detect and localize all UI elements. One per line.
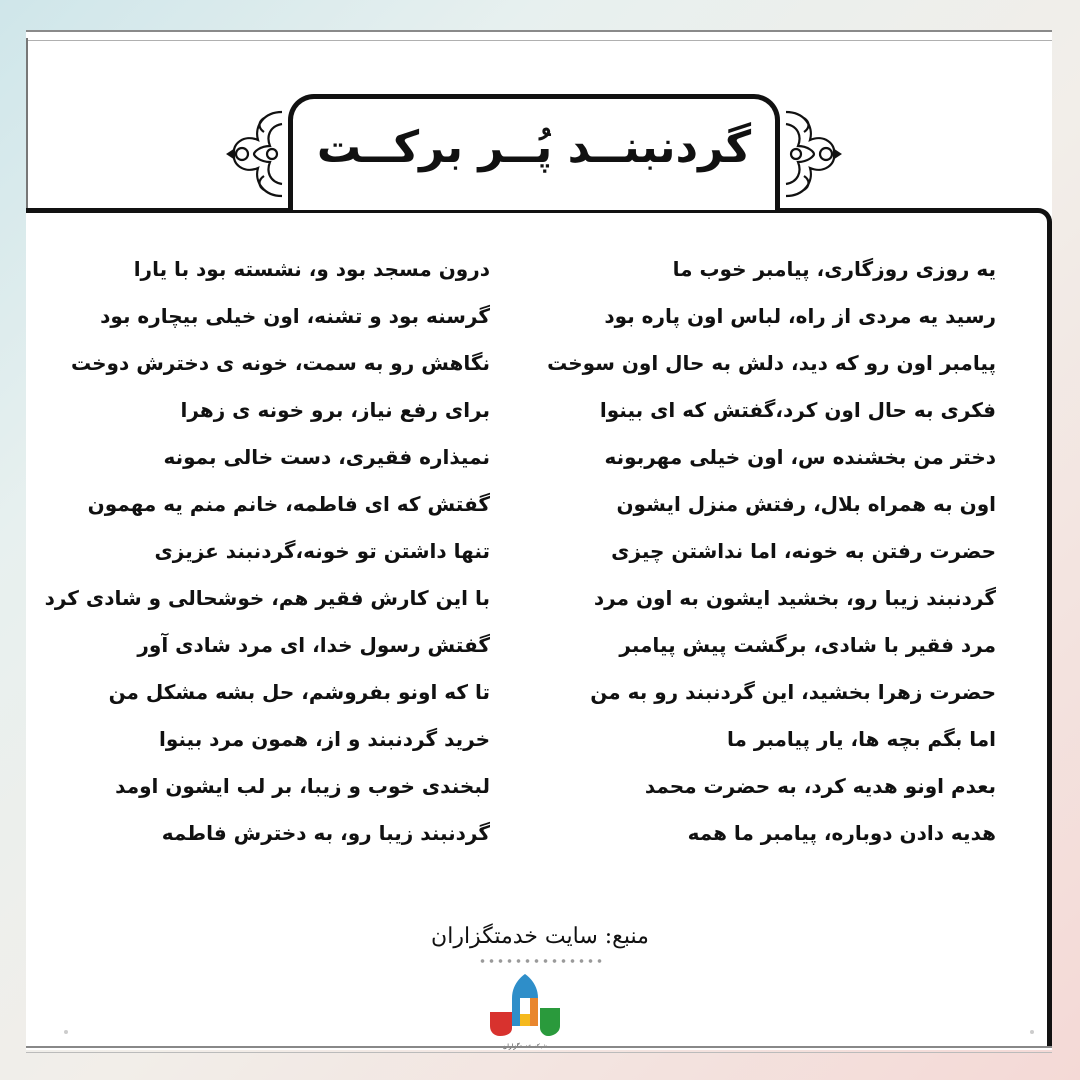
poem-line: رسید یه مردی از راه، لباس اون پاره بود [604,304,996,328]
arabesque-ornament-icon [224,104,290,204]
poem-line: با این کارش فقیر هم، خوشحالی و شادی کرد [44,586,490,610]
bottom-border-inner [26,1052,1052,1053]
speck-decoration [64,1030,68,1034]
poem-line: گرسنه بود و تشنه، اون خیلی بیچاره بود [100,304,490,328]
left-border [26,38,28,210]
poem-line: یه روزی روزگاری، پیامبر خوب ما [672,257,996,281]
top-border [26,30,1052,41]
poem-line: بعدم اونو هدیه کرد، به حضرت محمد [644,774,996,798]
source-credit: منبع: سایت خدمتگزاران [431,924,649,949]
poem-line: نمیذاره فقیری، دست خالی بمونه [163,445,490,469]
poem-line: تا که اونو بفروشم، حل بشه مشکل من [108,680,490,704]
poem-right-column [547,246,996,857]
poem-line: اون به همراه بلال، رفتش منزل ایشون [616,492,996,516]
poem-line: لبخندی خوب و زیبا، بر لب ایشون اومد [115,774,490,798]
poem-line: دختر من بخشنده س، اون خیلی مهربونه [604,445,996,469]
poem-line: خرید گردنبند و از، همون مرد بینوا [158,727,490,751]
arabesque-ornament-icon [778,104,844,204]
poem-line: مرد فقیر با شادی، برگشت پیش پیامبر [619,633,996,657]
poem-line: هدیه دادن دوباره، پیامبر ما همه [687,821,996,845]
speck-decoration [1030,1030,1034,1034]
poem-line: حضرت زهرا بخشید، این گردنبند رو به من [590,680,996,704]
poem-line: گردنبند زیبا رو، بخشید ایشون به اون مرد [593,586,996,610]
mosque-logo-icon [482,968,568,1052]
poem-line: گردنبند زیبا رو، به دخترش فاطمه [161,821,490,845]
poem-line: حضرت رفتن به خونه، اما نداشتن چیزی [611,539,996,563]
poem-line: پیامبر اون رو که دید، دلش به حال اون سوخت [547,351,996,375]
poem-line: گفتش که ای فاطمه، خانم منم یه مهمون [87,492,490,516]
bottom-border [26,1046,1052,1048]
page-title: گردنبنــد پُــر برکــت [316,122,752,173]
poem-left-column [44,246,490,857]
poem-line: تنها داشتن تو خونه،گردنبند عزیزی [154,539,490,563]
poem-line: گفتش رسول خدا، ای مرد شادی آور [137,633,490,657]
poem-line: اما بگم بچه ها، یار پیامبر ما [727,727,996,751]
poem-line: فکری به حال اون کرد،گفتش که ای بینوا [599,398,996,422]
dotted-divider [478,958,602,964]
poem-line: درون مسجد بود و، نشسته بود با یارا [133,257,490,281]
poem-line: نگاهش رو به سمت، خونه ی دخترش دوخت [70,351,490,375]
poem-line: برای رفع نیاز، برو خونه ی زهرا [180,398,490,422]
